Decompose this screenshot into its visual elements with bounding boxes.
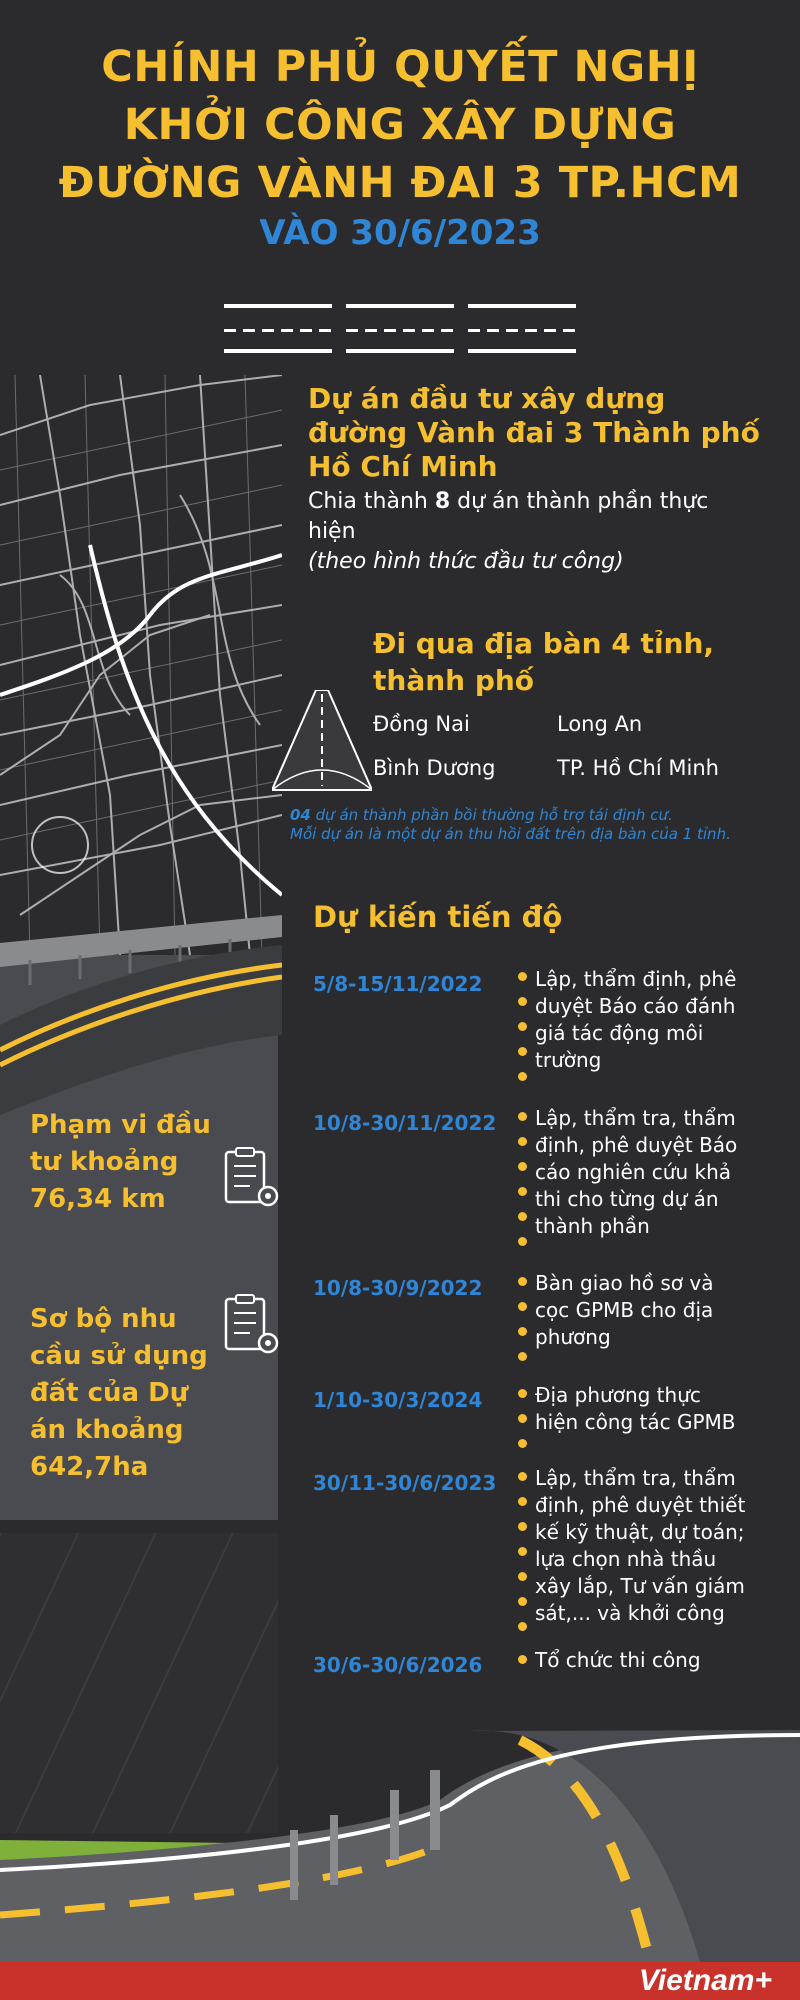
desc-suffix: dự án thành phần thực hiện xyxy=(308,489,709,544)
timeline-dot xyxy=(518,972,527,981)
timeline-dot xyxy=(518,1352,527,1361)
province-item: Bình Dương xyxy=(373,756,496,780)
fact-line: 76,34 km xyxy=(30,1184,166,1214)
highway-icon xyxy=(272,690,372,798)
province-item: Long An xyxy=(557,712,643,736)
timeline-desc xyxy=(535,1465,775,1627)
timeline-date: 30/6-30/6/2026 xyxy=(313,1653,483,1677)
timeline-dot xyxy=(518,1655,527,1664)
desc-line: lựa chọn nhà thầu xyxy=(535,1547,717,1571)
divider xyxy=(346,329,454,332)
project-title: Dự án đầu tư xây dựng đường Vành đai 3 Thành phố Hồ Chí Minh xyxy=(308,382,760,483)
page-subtitle: VÀO 30/6/2023 xyxy=(259,213,541,253)
timeline-dot xyxy=(518,1137,527,1146)
fact-line: 642,7ha xyxy=(30,1452,149,1482)
desc-line: thi cho từng dự án xyxy=(535,1187,719,1211)
divider xyxy=(224,304,332,308)
desc-line: cọc GPMB cho địa xyxy=(535,1298,714,1322)
desc-line: sát,... và khởi công xyxy=(535,1601,725,1625)
note-line: dự án thành phần bồi thường hỗ trợ tái định cư. xyxy=(310,806,673,824)
timeline-desc xyxy=(535,966,775,1074)
timeline-dot xyxy=(518,1327,527,1336)
desc-line: kế kỹ thuật, dự toán; xyxy=(535,1520,745,1544)
checklist-icon xyxy=(222,1146,282,1214)
desc-line: Lập, thẩm định, phê xyxy=(535,967,737,991)
divider xyxy=(468,349,576,353)
timeline-dot xyxy=(518,1187,527,1196)
desc-line: Bàn giao hồ sơ và xyxy=(535,1271,714,1295)
fact-line: Sơ bộ nhu xyxy=(30,1304,177,1334)
timeline-dot xyxy=(518,1112,527,1121)
province-item: TP. Hồ Chí Minh xyxy=(557,756,719,780)
fact-line: tư khoảng xyxy=(30,1147,179,1177)
desc-line: giá tác động môi xyxy=(535,1021,704,1045)
area-title: Đi qua địa bàn 4 tỉnh, thành phố xyxy=(373,627,715,697)
timeline-desc xyxy=(535,1647,775,1674)
desc-line: Lập, thẩm tra, thẩm xyxy=(535,1466,736,1490)
page-title xyxy=(0,38,800,212)
divider xyxy=(224,349,332,353)
checklist-icon xyxy=(222,1293,282,1361)
desc-line: định, phê duyệt Báo xyxy=(535,1133,738,1157)
bridge-illustration xyxy=(0,915,282,1115)
note-count: 04 xyxy=(290,806,311,824)
timeline-dot xyxy=(518,1022,527,1031)
project-description xyxy=(308,487,748,547)
timeline-dot xyxy=(518,1622,527,1631)
title-line: KHỞI CÔNG XÂY DỰNG xyxy=(123,100,677,150)
brand-logo[interactable]: Vietnam+ xyxy=(638,1964,772,1997)
desc-line: Tổ chức thi công xyxy=(535,1648,701,1672)
timeline-date: 30/11-30/6/2023 xyxy=(313,1471,497,1495)
title-line: ĐƯỜNG VÀNH ĐAI 3 TP.HCM xyxy=(58,158,742,208)
timeline-dot xyxy=(518,1439,527,1448)
timeline-dot xyxy=(518,1597,527,1606)
fact-length xyxy=(30,1107,211,1218)
divider xyxy=(346,304,454,308)
desc-line: Lập, thẩm tra, thẩm xyxy=(535,1106,736,1130)
fact-line: án khoảng xyxy=(30,1415,184,1445)
desc-line: phương xyxy=(535,1325,611,1349)
timeline-desc xyxy=(535,1270,775,1351)
divider xyxy=(468,304,576,308)
city-map-illustration xyxy=(0,375,282,955)
desc-line: trường xyxy=(535,1048,602,1072)
desc-line: cáo nghiên cứu khả xyxy=(535,1160,732,1184)
timeline-date: 10/8-30/9/2022 xyxy=(313,1276,483,1300)
timeline-dot xyxy=(518,1302,527,1311)
timeline-date: 10/8-30/11/2022 xyxy=(313,1111,497,1135)
desc-line: xây lắp, Tư vấn giám xyxy=(535,1574,745,1598)
timeline-dot xyxy=(518,1472,527,1481)
timeline-dot xyxy=(518,1522,527,1531)
area-note xyxy=(290,806,800,844)
timeline-desc xyxy=(535,1105,775,1240)
title-line: CHÍNH PHỦ QUYẾT NGHỊ xyxy=(101,42,699,92)
desc-line: Địa phương thực xyxy=(535,1383,701,1407)
desc-prefix: Chia thành xyxy=(308,489,435,514)
divider xyxy=(346,349,454,353)
divider xyxy=(224,329,332,332)
fact-line: đất của Dự xyxy=(30,1378,189,1408)
timeline-dot xyxy=(518,1047,527,1056)
timeline-dot xyxy=(518,1389,527,1398)
timeline-dot xyxy=(518,1072,527,1081)
divider xyxy=(468,329,576,332)
project-note: (theo hình thức đầu tư công) xyxy=(308,549,624,574)
desc-line: hiện công tác GPMB xyxy=(535,1410,736,1434)
province-item: Đồng Nai xyxy=(373,712,470,736)
fact-line: cầu sử dụng xyxy=(30,1341,208,1371)
timeline-desc xyxy=(535,1382,775,1436)
timeline-date: 5/8-15/11/2022 xyxy=(313,972,483,996)
desc-line: duyệt Báo cáo đánh xyxy=(535,994,736,1018)
timeline-dot xyxy=(518,1497,527,1506)
note-line: Mỗi dự án là một dự án thu hồi đất trên địa bàn của 1 tỉnh. xyxy=(290,825,731,843)
desc-line: thành phần xyxy=(535,1214,650,1238)
fact-line: Phạm vi đầu xyxy=(30,1110,211,1140)
desc-line: định, phê duyệt thiết xyxy=(535,1493,746,1517)
timeline-dot xyxy=(518,1212,527,1221)
timeline-dot xyxy=(518,1162,527,1171)
road-illustration xyxy=(0,1730,800,1962)
timeline-dot xyxy=(518,1547,527,1556)
timeline-dot xyxy=(518,1237,527,1246)
desc-count: 8 xyxy=(434,489,451,514)
timeline-date: 1/10-30/3/2024 xyxy=(313,1388,483,1412)
timeline-dot xyxy=(518,1572,527,1581)
timeline-dot xyxy=(518,1414,527,1423)
timeline-dot xyxy=(518,1277,527,1286)
fact-land xyxy=(30,1301,208,1486)
timeline-title: Dự kiến tiến độ xyxy=(313,900,563,934)
timeline-dot xyxy=(518,997,527,1006)
